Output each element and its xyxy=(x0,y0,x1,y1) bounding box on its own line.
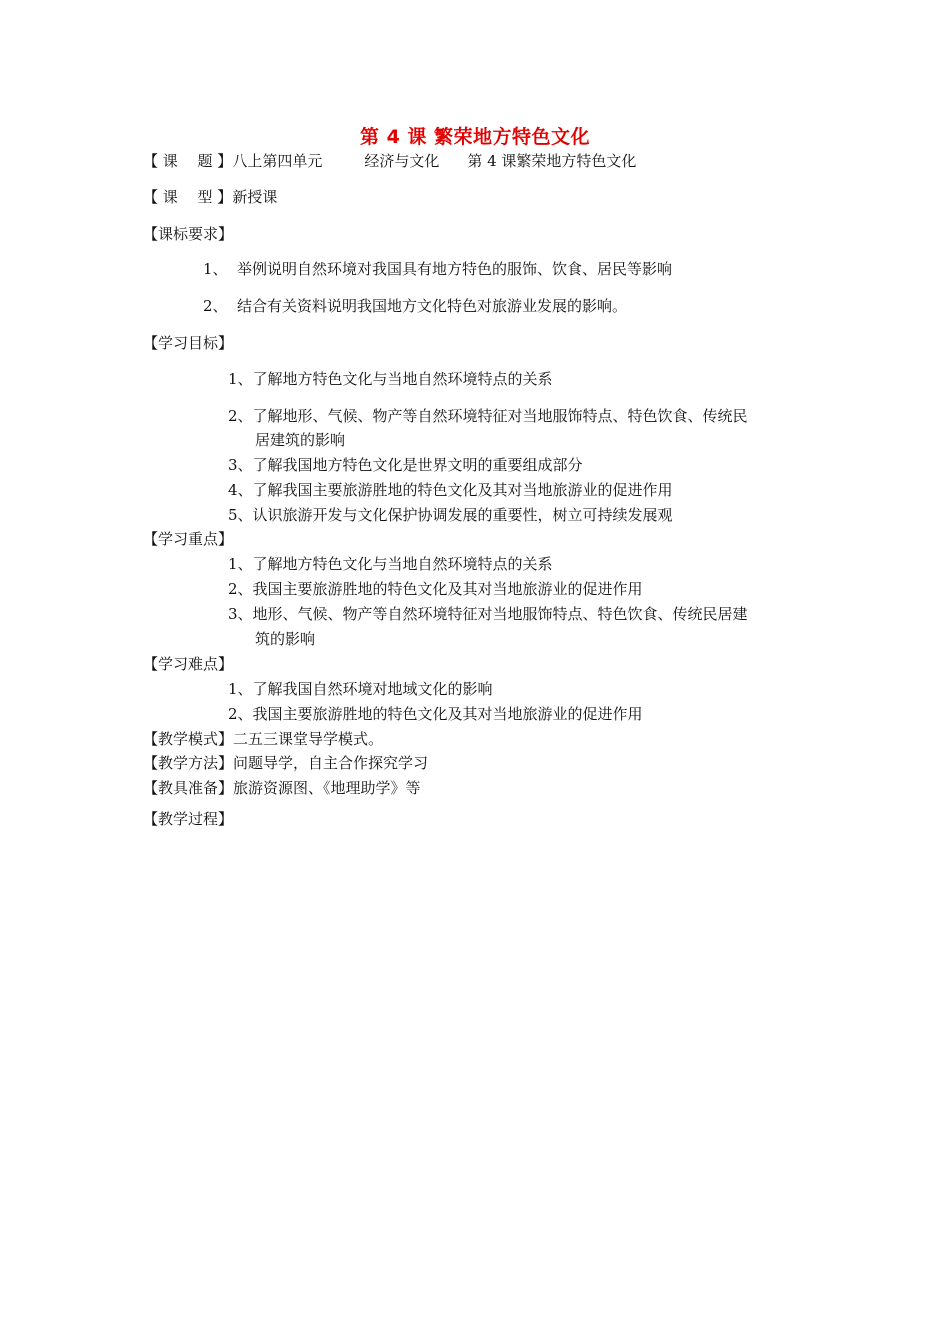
moshi-row xyxy=(143,729,383,749)
page-title: 第 4 课 繁荣地方特色文化 xyxy=(359,126,591,148)
mubiao-item: 5、认识旅游开发与文化保护协调发展的重要性，树立可持续发展观 xyxy=(228,506,673,524)
mubiao-label: 【学习目标】 xyxy=(143,334,234,352)
keti-label: 【 课 题 】 xyxy=(143,152,233,170)
zhongdian-item: 3、地形、气候、物产等自然环境特征对当地服饰特点、特色饮食、传统民居建 xyxy=(228,605,748,623)
kebiao-item xyxy=(203,296,627,316)
kebiao-item-text: 结合有关资料说明我国地方文化特色对旅游业发展的影响。 xyxy=(237,297,628,315)
jiaoju-label: 【教具准备】 xyxy=(143,779,234,797)
guocheng-label: 【教学过程】 xyxy=(143,810,234,828)
mubiao-item: 1、了解地方特色文化与当地自然环境特点的关系 xyxy=(228,370,553,388)
keti-part3: 第 4 课繁荣地方特色文化 xyxy=(467,152,637,170)
zhongdian-item: 1、了解地方特色文化与当地自然环境特点的关系 xyxy=(228,555,553,573)
zhongdian-label: 【学习重点】 xyxy=(143,530,234,548)
nandian-label: 【学习难点】 xyxy=(143,655,234,673)
mubiao-item-cont: 居建筑的影响 xyxy=(255,431,346,449)
kebiao-item-num: 1、 xyxy=(203,260,228,278)
fangfa-row xyxy=(143,753,428,773)
kebiao-item xyxy=(203,259,672,279)
jiaoju-row xyxy=(143,778,421,798)
mubiao-item: 4、了解我国主要旅游胜地的特色文化及其对当地旅游业的促进作用 xyxy=(228,481,673,499)
zhongdian-item-cont: 筑的影响 xyxy=(255,630,316,648)
mubiao-item: 2、了解地形、气候、物产等自然环境特征对当地服饰特点、特色饮食、传统民 xyxy=(228,407,748,425)
kebiao-item-text: 举例说明自然环境对我国具有地方特色的服饰、饮食、居民等影响 xyxy=(237,260,673,278)
kebiao-label: 【课标要求】 xyxy=(143,225,234,243)
fangfa-value: 问题导学，自主合作探究学习 xyxy=(233,754,429,772)
fangfa-label: 【教学方法】 xyxy=(143,754,234,772)
kexing-row xyxy=(143,187,277,207)
moshi-value: 二五三课堂导学模式。 xyxy=(233,730,384,748)
kexing-label: 【 课 型 】 xyxy=(143,188,233,206)
nandian-item: 1、了解我国自然环境对地域文化的影响 xyxy=(228,680,493,698)
keti-row xyxy=(143,151,636,171)
keti-part2: 经济与文化 xyxy=(364,152,440,170)
jiaoju-value: 旅游资源图、《地理助学》等 xyxy=(233,779,421,797)
mubiao-item: 3、了解我国地方特色文化是世界文明的重要组成部分 xyxy=(228,456,583,474)
nandian-item: 2、我国主要旅游胜地的特色文化及其对当地旅游业的促进作用 xyxy=(228,705,643,723)
kebiao-item-num: 2、 xyxy=(203,297,228,315)
zhongdian-item: 2、我国主要旅游胜地的特色文化及其对当地旅游业的促进作用 xyxy=(228,580,643,598)
kexing-value: 新授课 xyxy=(232,188,278,206)
keti-value: 八上第四单元 xyxy=(232,152,323,170)
moshi-label: 【教学模式】 xyxy=(143,730,234,748)
